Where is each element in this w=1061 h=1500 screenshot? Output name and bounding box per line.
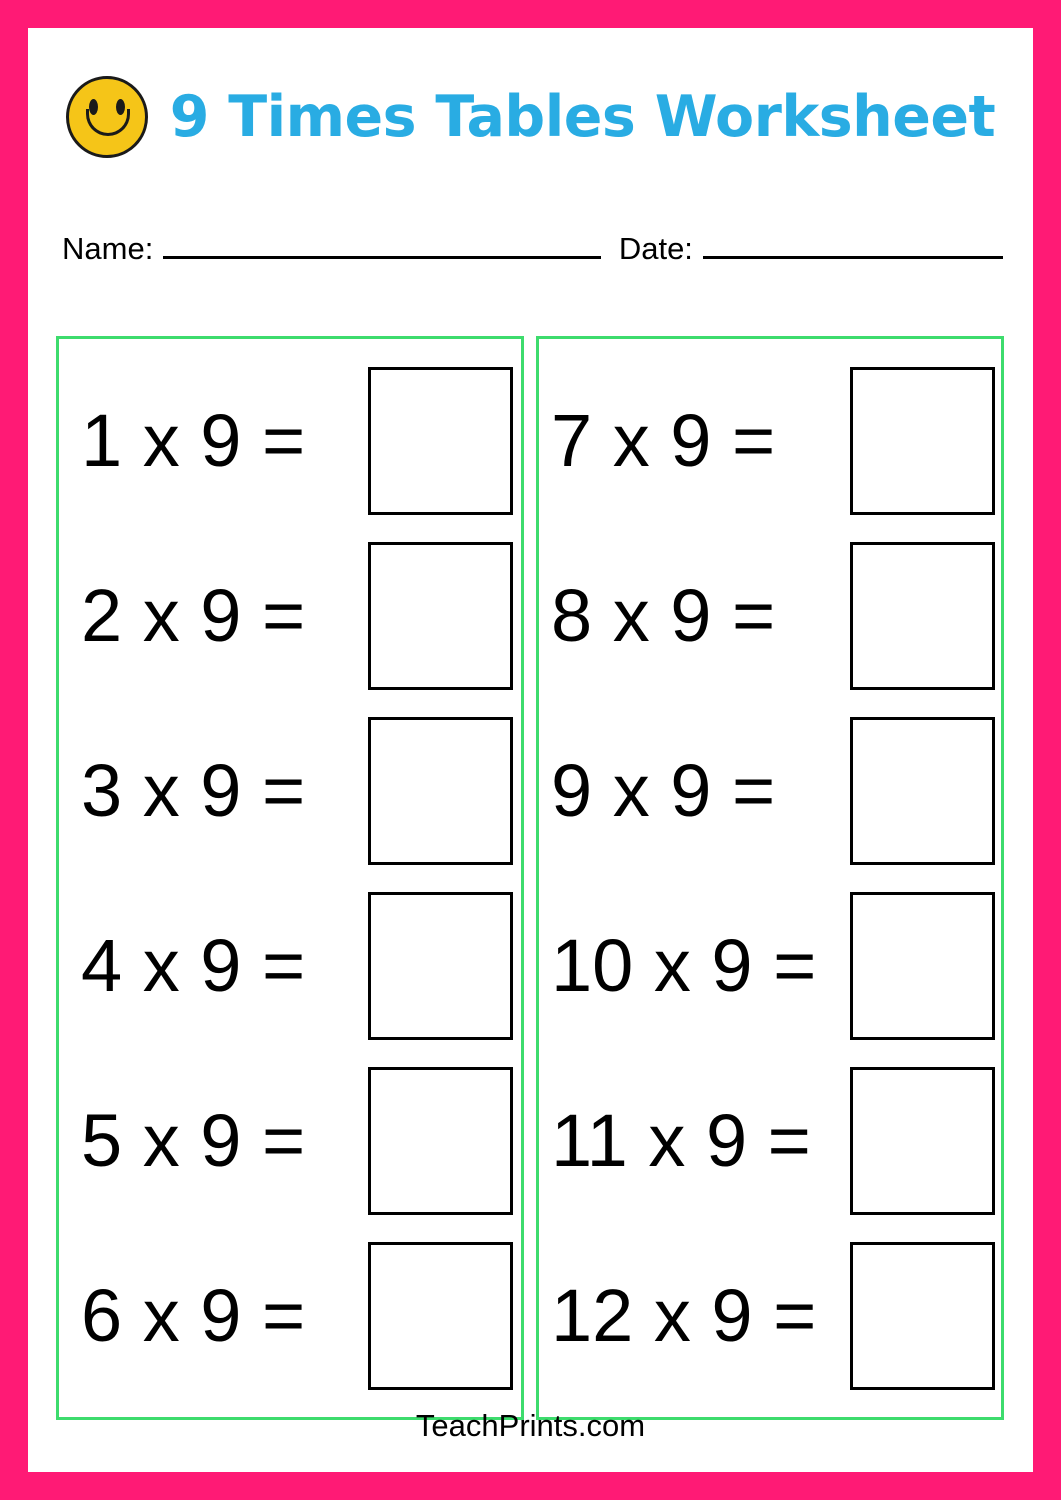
footer-attribution: TeachPrints.com (415, 1408, 646, 1443)
problem-column-right (536, 336, 1004, 1420)
name-label: Name: (62, 231, 154, 266)
answer-box[interactable] (368, 892, 513, 1040)
problem-text: 10 x 9 = (551, 924, 817, 1007)
problem-text: 6 x 9 = (81, 1274, 306, 1357)
problem-row (539, 1228, 1001, 1403)
problem-row (59, 1228, 521, 1403)
problem-row (59, 878, 521, 1053)
problem-text: 12 x 9 = (551, 1274, 817, 1357)
answer-box[interactable] (850, 542, 995, 690)
page-title: 9 Times Tables Worksheet (169, 84, 996, 150)
problem-row (539, 878, 1001, 1053)
problem-text: 9 x 9 = (551, 749, 776, 832)
problem-column-left (56, 336, 524, 1420)
date-input[interactable] (703, 228, 1003, 259)
smiley-face-icon (66, 76, 148, 158)
problem-row (539, 528, 1001, 703)
problem-text: 1 x 9 = (81, 399, 306, 482)
problem-text: 2 x 9 = (81, 574, 306, 657)
title-row (28, 76, 1033, 158)
problem-row (539, 703, 1001, 878)
name-date-row (62, 228, 1003, 267)
problem-text: 8 x 9 = (551, 574, 776, 657)
problem-text: 5 x 9 = (81, 1099, 306, 1182)
problem-row (59, 353, 521, 528)
answer-box[interactable] (850, 1242, 995, 1390)
answer-box[interactable] (368, 717, 513, 865)
answer-box[interactable] (368, 1067, 513, 1215)
answer-box[interactable] (850, 892, 995, 1040)
problem-row (59, 703, 521, 878)
problem-text: 3 x 9 = (81, 749, 306, 832)
problem-text: 4 x 9 = (81, 924, 306, 1007)
problem-text: 7 x 9 = (551, 399, 776, 482)
answer-box[interactable] (850, 367, 995, 515)
name-input[interactable] (163, 228, 601, 259)
answer-box[interactable] (368, 367, 513, 515)
problem-row (59, 1053, 521, 1228)
problem-row (539, 353, 1001, 528)
problem-columns (56, 336, 1004, 1420)
answer-box[interactable] (850, 717, 995, 865)
date-label: Date: (618, 231, 693, 266)
answer-box[interactable] (850, 1067, 995, 1215)
problem-row (539, 1053, 1001, 1228)
problem-text: 11 x 9 = (551, 1099, 811, 1182)
answer-box[interactable] (368, 1242, 513, 1390)
answer-box[interactable] (368, 542, 513, 690)
problem-row (59, 528, 521, 703)
smiley-mouth-icon (86, 109, 130, 136)
worksheet-sheet (28, 28, 1033, 1472)
